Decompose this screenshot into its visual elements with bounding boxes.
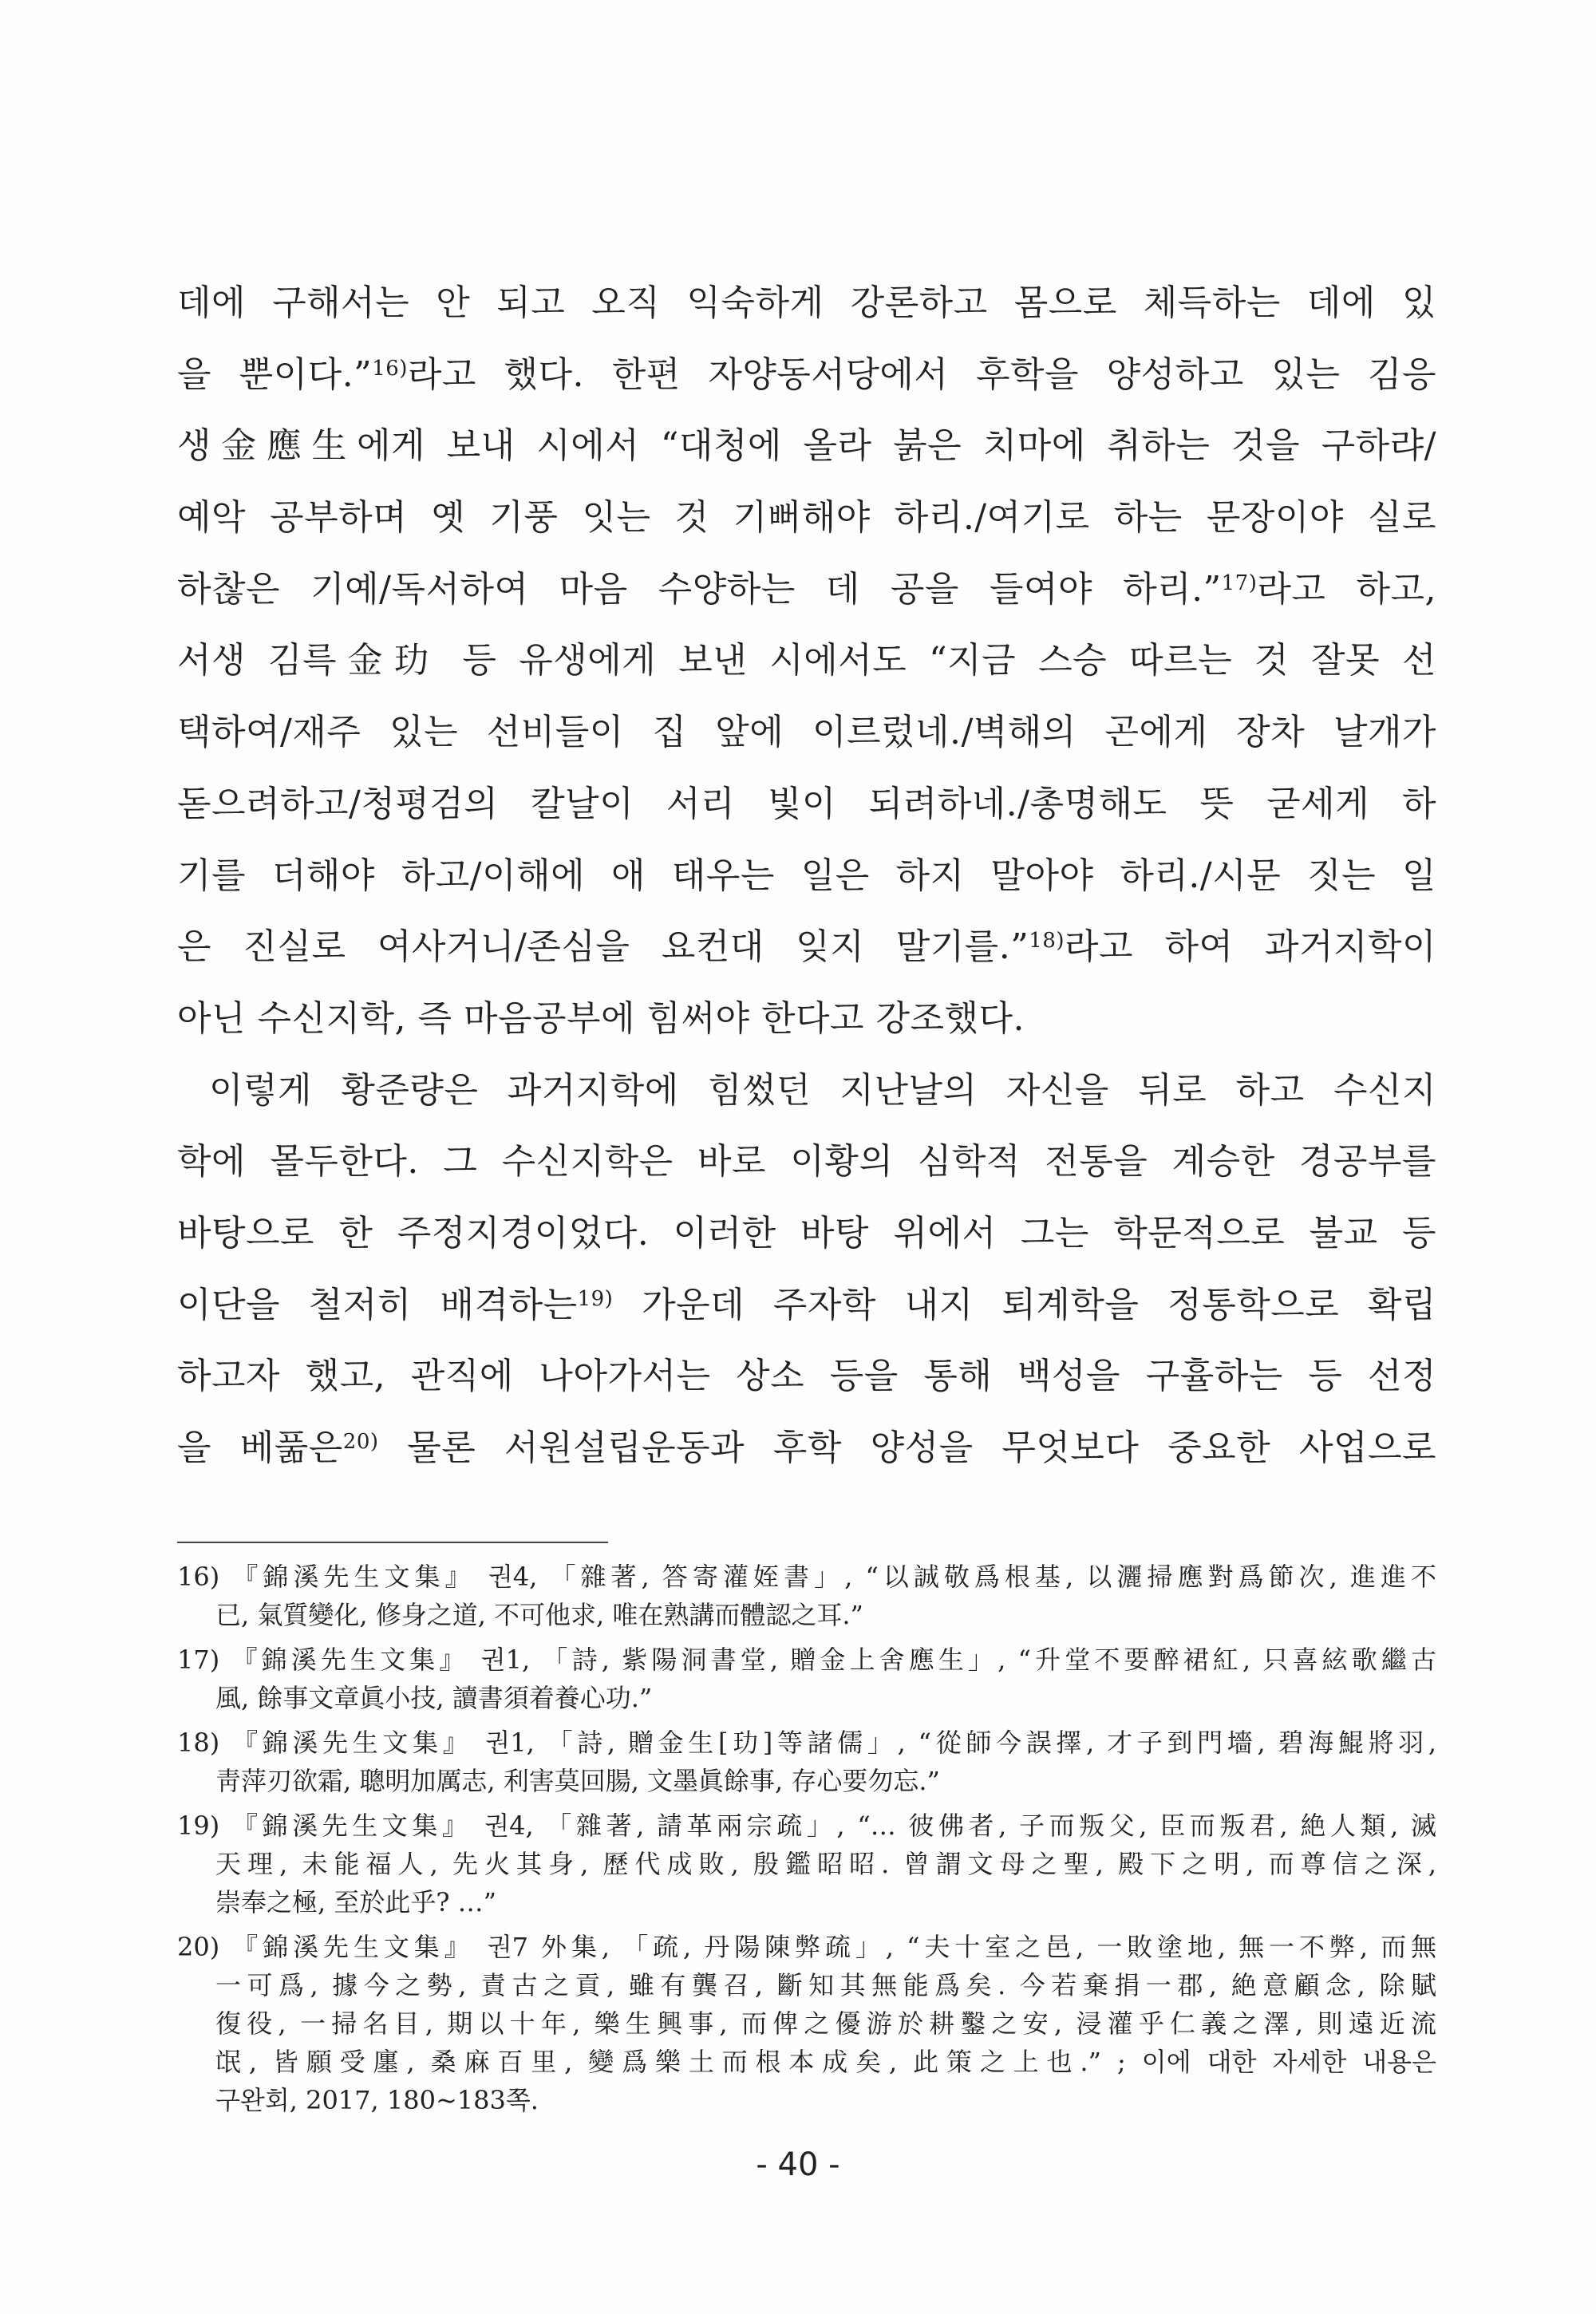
footnote-line: 17) 『錦溪先生文集』 권1, 「詩, 紫陽洞書堂, 贈金上舍應生」, “升堂不要醉裙紅, 只喜絃歌繼古	[177, 1645, 1436, 1675]
footnote-line: 崇奉之極, 至於此乎? …”	[215, 1887, 497, 1917]
footnote-ref[interactable]: 17)	[1221, 571, 1258, 595]
body-line: 을 베풂은$^{20)}$ 물론 서원설립운동과 후학 양성을 무엇보다 중요한 사업으로	[177, 1427, 1436, 1468]
footnote-line: 復役, 一掃名目, 期以十年, 樂生興事, 而俾之優游於耕鑿之安, 浸灌乎仁義之澤, 則遠近流	[215, 2008, 1436, 2039]
body-line: 예악 공부하며 옛 기풍 잇는 것 기뻐해야 하리./여기로 하는 문장이야 실로	[177, 497, 1436, 539]
footnote-19	[177, 1807, 1436, 1921]
body-line: 을 뿐이다.”$^{16)}$라고 했다. 한편 자양동서당에서 후학을 양성하고 있는 김응	[177, 353, 1437, 395]
body-line: 은 진실로 여사거니/존심을 요컨대 잊지 말기를.”$^{18)}$라고 하여 과거지학이	[177, 926, 1437, 968]
body-line: 생金應生에게 보내 시에서 “대청에 올라 붉은 치마에 취하는 것을 구하랴/	[177, 425, 1436, 467]
body-line: 데에 구해서는 안 되고 오직 익숙하게 강론하고 몸으로 체득하는 데에 있	[177, 282, 1436, 323]
footnote-ref[interactable]: 19)	[577, 1286, 614, 1311]
body-line: 기를 더해야 하고/이해에 애 태우는 일은 하지 말아야 하리./시문 짓는 일	[177, 855, 1436, 896]
footnote-line: 18) 『錦溪先生文集』 권1, 「詩, 贈金生[玏]等諸儒」, “從師今誤擇, 才子到門墻, 碧海鯤將羽,	[177, 1728, 1437, 1758]
footnote-line: 一可爲, 據今之勢, 責古之貢, 雖有龔召, 斷知其無能爲矣. 今若棄捐一郡, 絶意顧念, 除賦	[215, 1970, 1436, 2000]
body-line: 이렇게 황준량은 과거지학에 힘썼던 지난날의 자신을 뒤로 하고 수신지	[209, 1069, 1436, 1111]
body-line: 아닌 수신지학, 즉 마음공부에 힘써야 한다고 강조했다.	[177, 997, 1025, 1039]
body-line: 돋으려하고/청평검의 칼날이 서리 빛이 되려하네./총명해도 뜻 굳세게 하	[177, 783, 1436, 824]
body-line: 택하여/재주 있는 선비들이 집 앞에 이르렀네./벽해의 곤에게 장차 날개가	[177, 712, 1436, 753]
body-line: 바탕으로 한 주정지경이었다. 이러한 바탕 위에서 그는 학문적으로 불교 등	[177, 1212, 1436, 1254]
body-text	[177, 267, 1436, 1484]
body-line: 하고자 했고, 관직에 나아가서는 상소 등을 통해 백성을 구휼하는 등 선정	[177, 1356, 1436, 1397]
footnote-ref[interactable]: 18)	[1029, 929, 1065, 954]
footnote-ref[interactable]: 20)	[342, 1430, 379, 1454]
footnote-line: 風, 餘事文章眞小技, 讀書須着養心功.”	[215, 1683, 653, 1713]
body-line: 서생 김륵金玏 등 유생에게 보낸 시에서도 “지금 스승 따르는 것 잘못 선	[177, 640, 1436, 681]
footnote-line: 靑萍刃欲霜, 聰明加厲志, 利害莫回腸, 文墨眞餘事, 存心要勿忘.”	[215, 1766, 940, 1796]
page-number: - 40 -	[756, 2146, 840, 2183]
footnote-divider	[177, 1542, 608, 1543]
footnote-line: 구완회, 2017, 180~183쪽.	[215, 2085, 539, 2115]
footnote-line: 氓, 皆願受廛, 桑麻百里, 變爲樂土而根本成矣, 此策之上也.” ; 이에 대한 자세한 내용은	[215, 2047, 1436, 2077]
body-line: 하찮은 기예/독서하여 마음 수양하는 데 공을 들여야 하리.”$^{17)}$라고 하고,	[177, 568, 1436, 610]
footnote-20	[177, 1928, 1436, 2119]
footnote-line: 天理, 未能福人, 先火其身, 歷代成敗, 殷鑑昭昭. 曾謂文母之聖, 殿下之明, 而尊信之深,	[215, 1849, 1436, 1879]
footnote-line: 已, 氣質變化, 修身之道, 不可他求, 唯在熟講而體認之耳.”	[215, 1600, 863, 1630]
footnote-line: 20) 『錦溪先生文集』 권7 外集, 「疏, 丹陽陳弊疏」, “夫十室之邑, 一敗塗地, 無一不弊, 而無	[177, 1932, 1436, 1962]
body-line: 이단을 철저히 배격하는$^{19)}$ 가운데 주자학 내지 퇴계학을 정통학으로 확립	[177, 1284, 1436, 1325]
footnote-ref[interactable]: 16)	[372, 356, 408, 381]
footnote-17	[177, 1641, 1436, 1717]
body-line: 학에 몰두한다. 그 수신지학은 바로 이황의 심학적 전통을 계승한 경공부를	[177, 1141, 1436, 1183]
footnote-line: 16) 『錦溪先生文集』 권4, 「雜著, 答寄灌姪書」, “以誠敬爲根基, 以灑掃應對爲節次, 進進不	[177, 1562, 1436, 1592]
footnotes	[177, 1558, 1436, 2126]
footnote-line: 19) 『錦溪先生文集』 권4, 「雜著, 請革兩宗疏」, “… 彼佛者, 子而叛父, 臣而叛君, 絶人類, 滅	[177, 1811, 1437, 1841]
footnote-16	[177, 1558, 1436, 1634]
footnote-18	[177, 1724, 1436, 1800]
